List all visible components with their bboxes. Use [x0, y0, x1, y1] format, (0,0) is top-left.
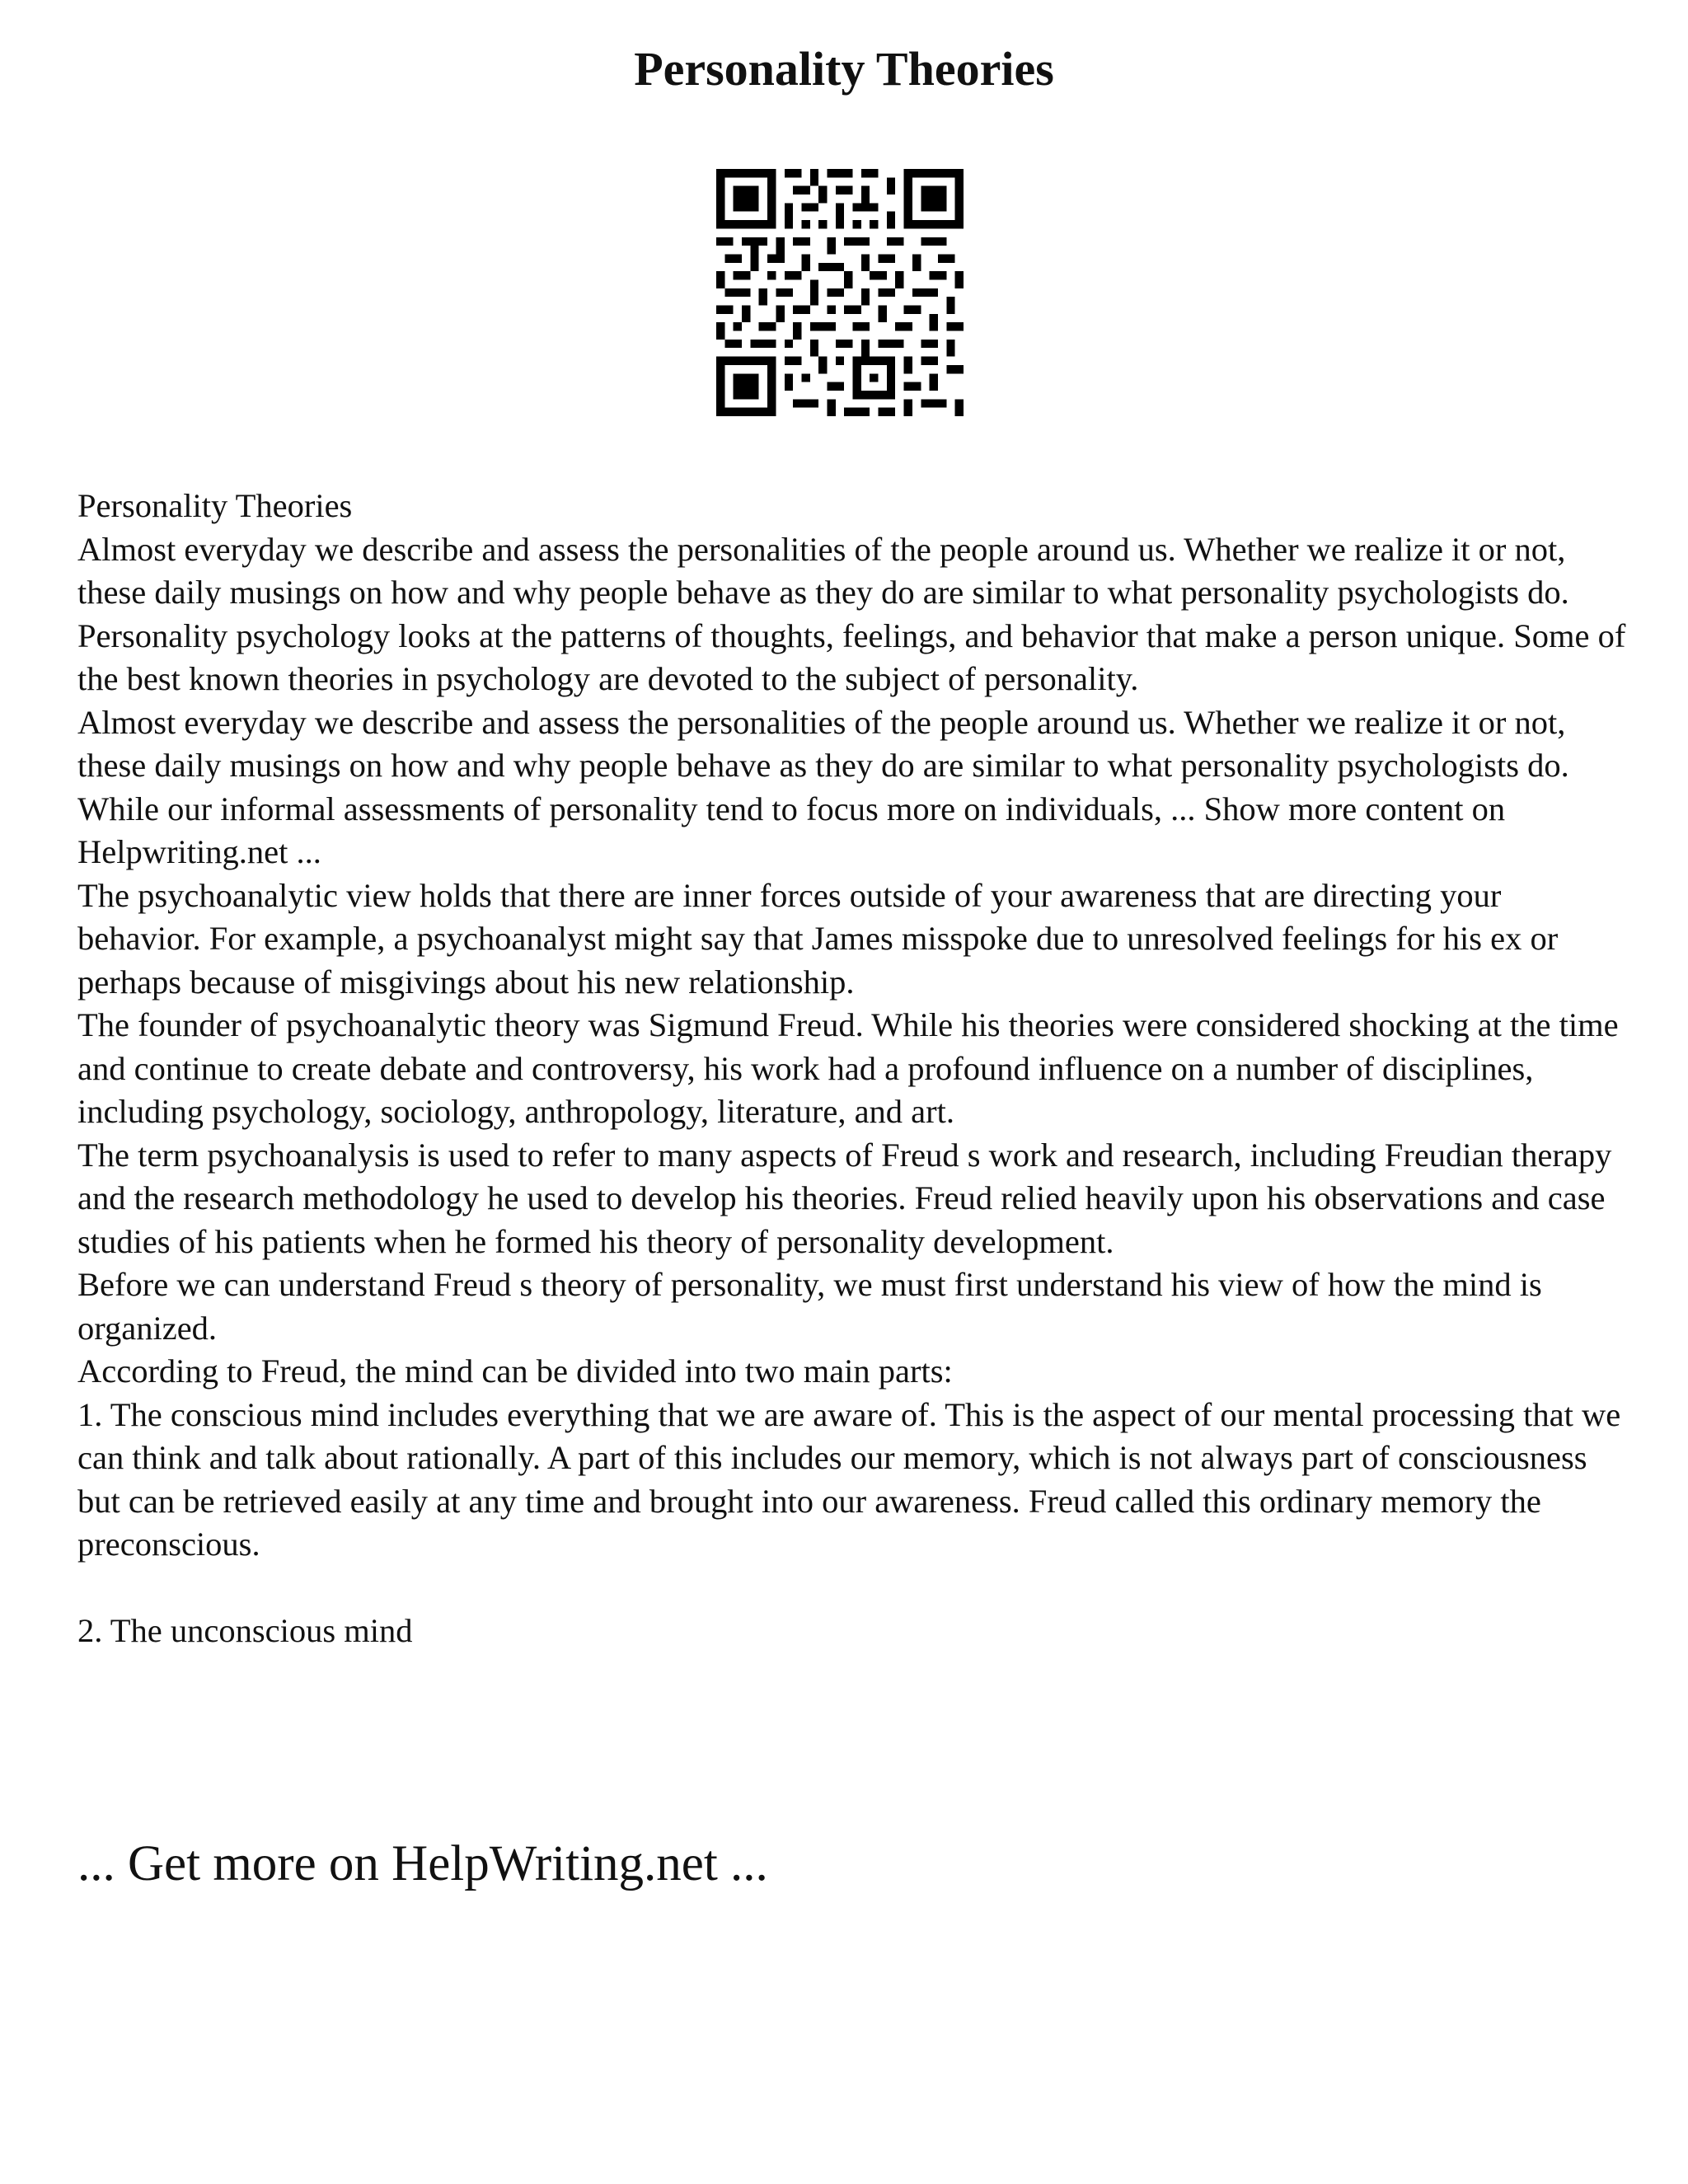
- paragraph: The psychoanalytic view holds that there are inner forces outside of your awareness that are directing your behavior. For example, a psychoanalyst might say that James misspoke due to unresolved feelings for his ex or perhaps because of misgivings about his new relationship.: [77, 876, 1559, 1001]
- paragraph: According to Freud, the mind can be divided into two main parts:: [77, 1352, 953, 1390]
- list-item: 1. The conscious mind includes everything that we are aware of. This is the aspect of our mental processing that we can think and talk about rationally. A part of this includes our memory, which is not always part of consciousness but can be retrieved easily at any time and brought into our awareness. Freud called this ordinary memory the preconscious.: [77, 1395, 1621, 1563]
- paragraph: While our informal assessments of personality tend to focus more on individuals, ... Show more content on Helpwriting.net ...: [77, 790, 1506, 870]
- page-title: Personality Theories: [634, 42, 1054, 96]
- qr-code-icon: [716, 169, 964, 416]
- paragraph-subtitle: Personality Theories: [77, 487, 353, 524]
- paragraph: Almost everyday we describe and assess the personalities of the people around us. Whether we realize it or not, these daily musings on how and why people behave as they do are similar to what personality psychologists do. Personality psychology looks at the patterns of thoughts, feelings, and behavior that make a person unique. Some of the best known theories in psychology are devoted to the subject of personality.: [77, 530, 1626, 697]
- get-more-link[interactable]: ... Get more on HelpWriting.net ...: [77, 1836, 768, 1891]
- spacer: [77, 1567, 1627, 1610]
- list-item: 2. The unconscious mind: [77, 1612, 413, 1649]
- paragraph: The term psychoanalysis is used to refer to many aspects of Freud s work and research, including Freudian therapy and the research methodology he used to develop his theories. Freud relied heavily upon his observations and case studies of his patients when he formed his theory of personality development.: [77, 1136, 1612, 1260]
- paragraph: The founder of psychoanalytic theory was Sigmund Freud. While his theories were considered shocking at the time and continue to create debate and controversy, his work had a profound influence on a number of disciplines, including psychology, sociology, anthropology, literature, and art.: [77, 1006, 1619, 1130]
- document-body: [77, 485, 1627, 1653]
- paragraph: Before we can understand Freud s theory of personality, we must first understand his view of how the mind is organized.: [77, 1266, 1542, 1347]
- paragraph: Almost everyday we describe and assess the personalities of the people around us. Whether we realize it or not, these daily musings on how and why people behave as they do are similar to what personality psychologists do.: [77, 703, 1569, 784]
